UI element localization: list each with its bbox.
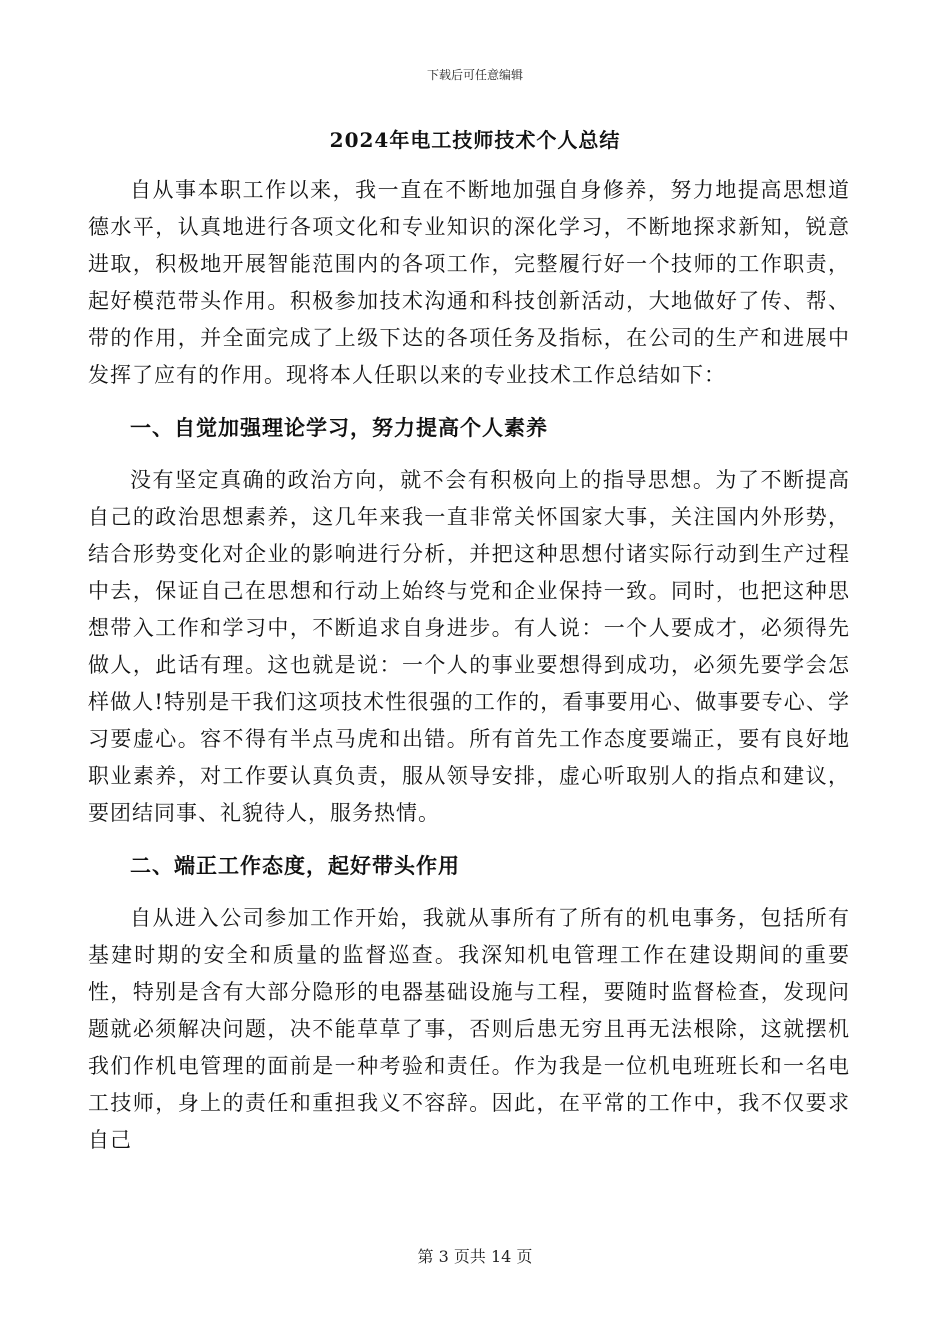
header-note: 下载后可任意编辑: [426, 68, 523, 82]
document-title: 2024年电工技师技术个人总结: [329, 128, 621, 152]
section-paragraph-2: 自从进入公司参加工作开始，我就从事所有了所有的机电事务，包括所有基建时期的安全和质量的监督巡查。我深知机电管理工作在建设期间的重要性，特别是含有大部分隐形的电器基础设施与工程，要随时监督检查，发现问题就必须解决问题，决不能草草了事，否则后患无穷且再无法根除，这就摆机我们作机电管理的面前是一种考验和责任。作为我是一位机电班班长和一名电工技师，身上的责任和重担我义不容辞。因此，在平常的工作中，我不仅要求自己: [88, 906, 850, 1152]
section-paragraph-1: 没有坚定真确的政治方向，就不会有积极向上的指导思想。为了不断提高自己的政治思想素养，这几年来我一直非常关怀国家大事，关注国内外形势，结合形势变化对企业的影响进行分析，并把这种思想付诸实际行动到生产过程中去，保证自己在思想和行动上始终与党和企业保持一致。同时，也把这种思想带入工作和学习中，不断追求自身进步。有人说：一个人要成才，必须得先做人，此话有理。这也就是说：一个人的事业要想得到成功，必须先要学会怎样做人!特别是干我们这项技术性很强的工作的，看事要用心、做事要专心、学习要虚心。容不得有半点马虎和出错。所有首先工作态度要端正，要有良好地职业素养，对工作要认真负责，服从领导安排，虚心听取别人的指点和建议，要团结同事、礼貌待人，服务热情。: [88, 468, 850, 825]
section-heading-2: 二、端正工作态度，起好带头作用: [130, 853, 460, 878]
intro-paragraph: 自从事本职工作以来，我一直在不断地加强自身修养，努力地提高思想道德水平，认真地进行各项文化和专业知识的深化学习，不断地探求新知，锐意进取，积极地开展智能范围内的各项工作，完整履行好一个技师的工作职责，起好模范带头作用。积极参加技术沟通和科技创新活动，大地做好了传、帮、带的作用，并全面完成了上级下达的各项任务及指标，在公司的生产和进展中发挥了应有的作用。现将本人任职以来的专业技术工作总结如下：: [88, 178, 850, 387]
page-number: 第 3 页共 14 页: [417, 1247, 533, 1266]
document-body: [88, 172, 850, 1159]
section-heading-1: 一、自觉加强理论学习，努力提高个人素养: [130, 415, 548, 440]
